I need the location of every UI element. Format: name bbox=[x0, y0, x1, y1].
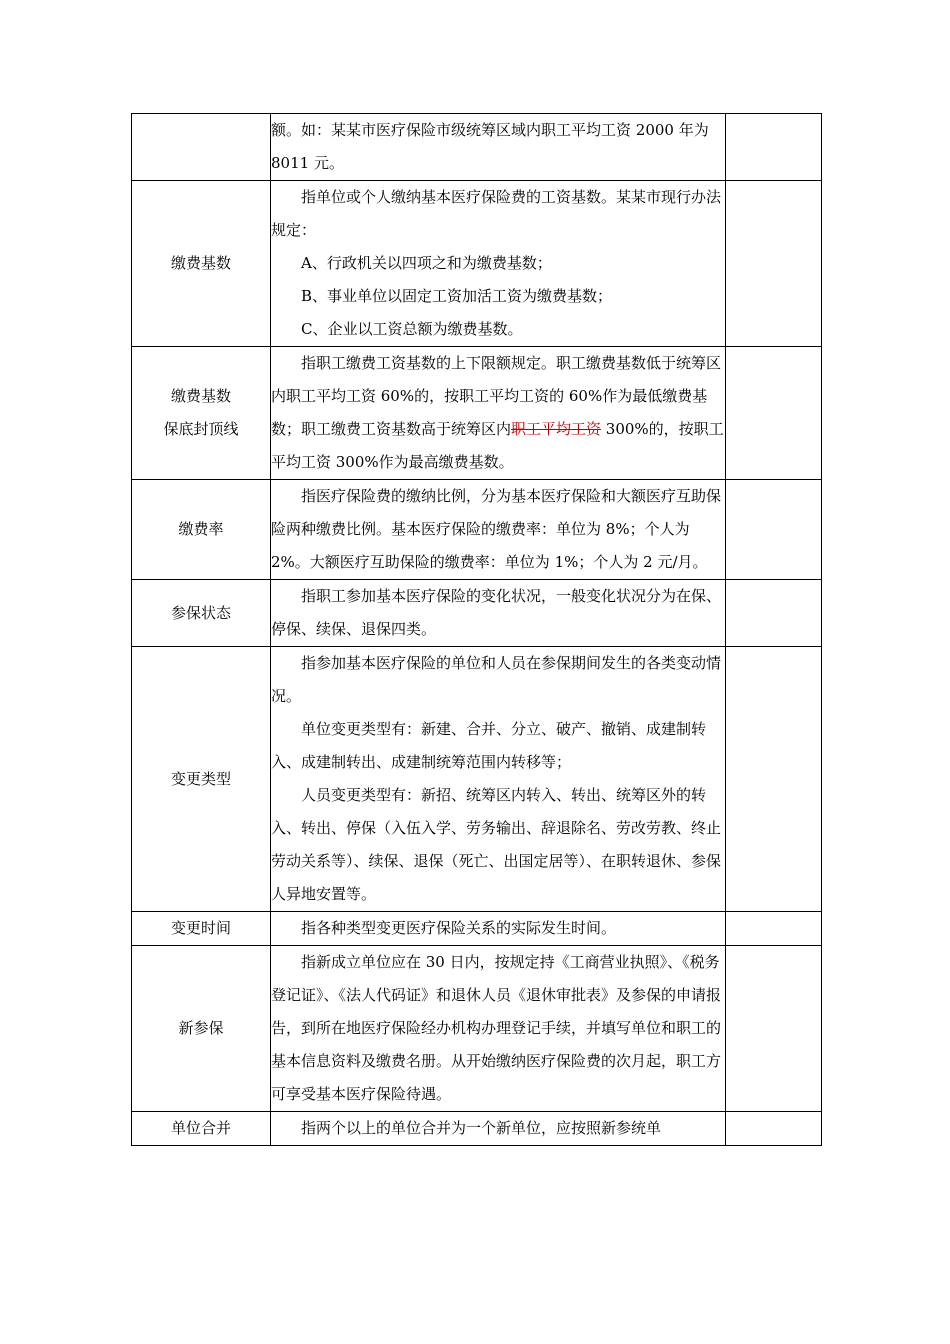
remark-cell bbox=[726, 580, 822, 647]
table-row bbox=[132, 181, 822, 347]
term-cell: 新参保 bbox=[132, 946, 271, 1112]
remark-cell bbox=[726, 480, 822, 580]
definition-paragraph: B、事业单位以固定工资加活工资为缴费基数； bbox=[301, 287, 613, 305]
definition-paragraph: 单位变更类型有：新建、合并、分立、破产、撤销、成建制转入、成建制转出、成建制统筹范围内转移等； bbox=[271, 720, 707, 771]
table-row bbox=[132, 647, 822, 912]
remark-cell bbox=[726, 181, 822, 347]
definition-cell bbox=[271, 912, 726, 946]
definition-paragraph: 指单位或个人缴纳基本医疗保险费的工资基数。某某市现行办法规定： bbox=[271, 188, 722, 239]
table-row bbox=[132, 580, 822, 647]
definition-paragraph: 人员变更类型有：新招、统筹区内转入、转出、统筹区外的转入、转出、停保（入伍入学、劳务输出、辞退除名、劳改劳教、终止劳动关系等）、续保、退保（死亡、出国定居等）、在职转退休、参保人异地安置等。 bbox=[271, 786, 722, 903]
definition-paragraph: 指两个以上的单位合并为一个新单位，应按照新参统单 bbox=[301, 1119, 662, 1137]
definition-text: 300%的，按职工平均工资 300%作为最高缴费基数。 bbox=[271, 420, 724, 471]
definition-cell bbox=[271, 480, 726, 580]
definition-paragraph: 指参加基本医疗保险的单位和人员在参保期间发生的各类变动情况。 bbox=[271, 654, 722, 705]
struck-through-text: 职工平均工资 bbox=[511, 420, 602, 438]
definition-paragraph bbox=[271, 347, 725, 479]
term-cell bbox=[132, 347, 271, 480]
table-row bbox=[132, 946, 822, 1112]
remark-cell bbox=[726, 912, 822, 946]
definition-paragraph: 指职工参加基本医疗保险的变化状况，一般变化状况分为在保、停保、续保、退保四类。 bbox=[271, 587, 722, 638]
definition-cell bbox=[271, 580, 726, 647]
definition-paragraph: 指各种类型变更医疗保险关系的实际发生时间。 bbox=[301, 919, 617, 937]
table-row bbox=[132, 1112, 822, 1146]
remark-cell bbox=[726, 347, 822, 480]
definition-cell bbox=[271, 1112, 726, 1146]
definition-cell bbox=[271, 181, 726, 347]
definition-cell bbox=[271, 946, 726, 1112]
term-cell: 参保状态 bbox=[132, 580, 271, 647]
definition-paragraph: A、行政机关以四项之和为缴费基数； bbox=[301, 254, 552, 272]
definition-text: 指职工缴费工资基数的上下限额规定。职工缴费基数低于统筹区内职工平均工资 60%的，按职工平均工资的 60%作为最低缴费基数；职工缴费工资基数高于统筹区内 bbox=[271, 354, 722, 438]
term-cell: 变更时间 bbox=[132, 912, 271, 946]
table-row bbox=[132, 114, 822, 181]
remark-cell bbox=[726, 946, 822, 1112]
term-cell: 缴费基数 bbox=[132, 181, 271, 347]
definition-cell bbox=[271, 647, 726, 912]
definition-cell bbox=[271, 114, 726, 181]
table-row bbox=[132, 480, 822, 580]
definition-paragraph: 指医疗保险费的缴纳比例，分为基本医疗保险和大额医疗互助保险两种缴费比例。基本医疗保险的缴费率：单位为 8%；个人为 2%。大额医疗互助保险的缴费率：单位为 1%；个人为 2 元/月。 bbox=[271, 487, 722, 571]
table-row bbox=[132, 347, 822, 480]
definition-cell bbox=[271, 347, 726, 480]
term-cell: 变更类型 bbox=[132, 647, 271, 912]
table-row bbox=[132, 912, 822, 946]
definition-paragraph: 额。如：某某市医疗保险市级统筹区域内职工平均工资 2000 年为 8011 元。 bbox=[271, 121, 709, 172]
definition-paragraph: 指新成立单位应在 30 日内，按规定持《工商营业执照》、《税务登记证》、《法人代码证》和退休人员《退休审批表》及参保的申请报告，到所在地医疗保险经办机构办理登记手续，并填写单位和职工的基本信息资料及缴费名册。从开始缴纳医疗保险费的次月起，职工方可享受基本医疗保险待遇。 bbox=[271, 953, 722, 1103]
term-line: 保底封顶线 bbox=[163, 420, 239, 438]
remark-cell bbox=[726, 114, 822, 181]
term-cell bbox=[132, 114, 271, 181]
remark-cell bbox=[726, 1112, 822, 1146]
term-cell: 单位合并 bbox=[132, 1112, 271, 1146]
glossary-table bbox=[131, 113, 822, 1146]
term-cell: 缴费率 bbox=[132, 480, 271, 580]
definition-paragraph: C、企业以工资总额为缴费基数。 bbox=[301, 320, 523, 338]
remark-cell bbox=[726, 647, 822, 912]
term-line: 缴费基数 bbox=[170, 387, 231, 405]
